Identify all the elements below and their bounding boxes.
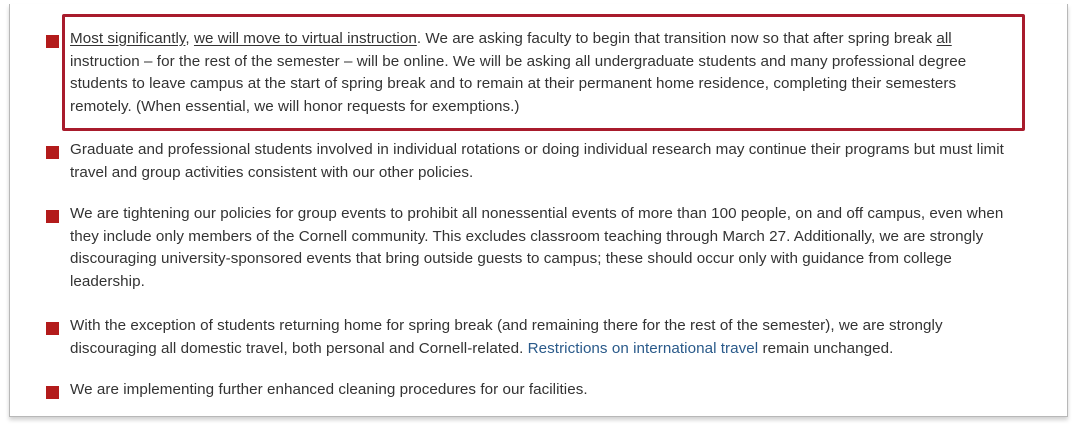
bullet-square-icon bbox=[46, 146, 59, 159]
announcement-panel bbox=[9, 4, 1068, 417]
underlined-phrase: we will move to virtual instruction bbox=[193, 30, 417, 47]
bullet-square-icon bbox=[46, 35, 59, 48]
item-text: Graduate and professional students involved in individual rotations or doing individual research may continue their programs but must limit travel and group activities consistent with our other policies. bbox=[70, 141, 1004, 181]
bullet-square-icon bbox=[46, 210, 59, 223]
bullet-square-icon bbox=[46, 386, 59, 399]
item-text: We are tightening our policies for group events to prohibit all nonessential events of more than 100 people, on and off campus, even when they include only members of the Cornell community. This excludes classroom teaching through March 27. Additionally, we are strongly discouraging university-sponsored events that bring outside guests to campus; these should occur only with guidance from college leadership. bbox=[70, 205, 1004, 290]
highlight-box bbox=[62, 14, 1025, 131]
international-travel-link[interactable]: Restrictions on international travel bbox=[527, 339, 759, 357]
item-text: With the exception of students returning home for spring break (and remaining there for the rest of the semester), we are strongly discouraging all domestic travel, both personal and Cornell-related. Restrictions on international travel remain unchanged. bbox=[70, 317, 943, 357]
bullet-square-icon bbox=[46, 322, 59, 335]
underlined-phrase: Most significantly bbox=[70, 30, 186, 47]
item-text: Most significantly, we will move to virtual instruction. We are asking faculty to begin that transition now so that after spring break all instruction – for the rest of the semester – will be online. We will be asking all undergraduate students and many professional degree students to leave campus at the start of spring break and to remain at their permanent home residence, completing their semesters remotely. (When essential, we will honor requests for exemptions.) bbox=[70, 30, 967, 115]
underlined-word: all bbox=[936, 30, 952, 47]
item-text: We are implementing further enhanced cleaning procedures for our facilities. bbox=[70, 381, 588, 398]
